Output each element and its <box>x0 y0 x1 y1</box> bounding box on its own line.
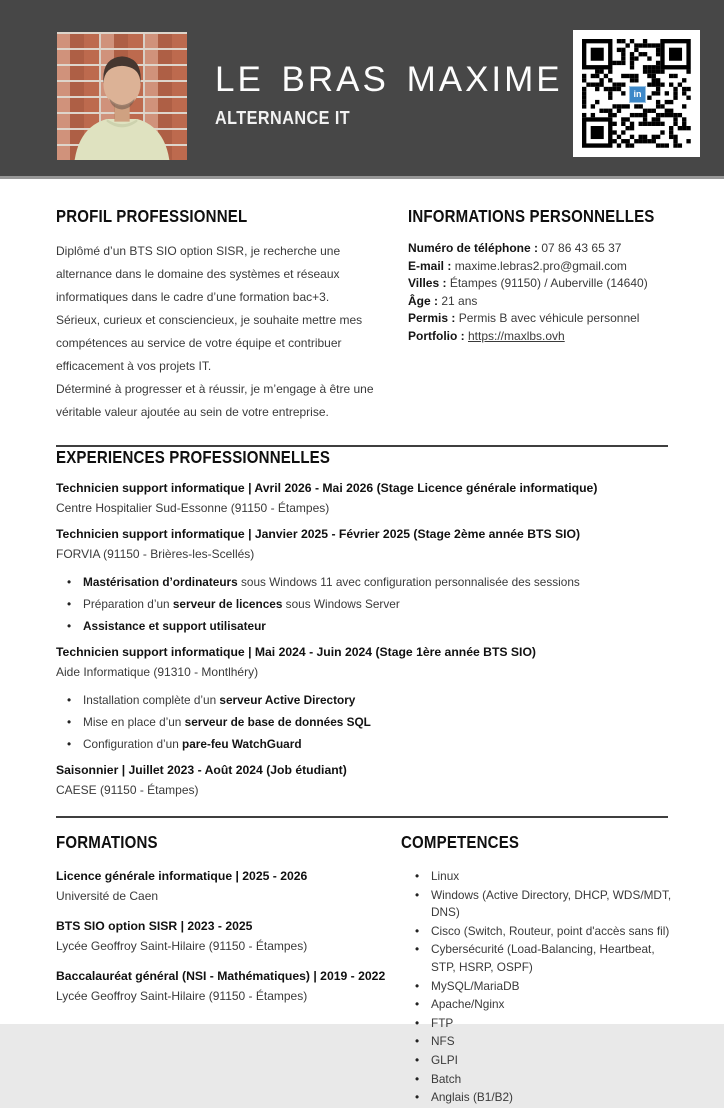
experience-entry <box>56 762 668 799</box>
profile-section-title: PROFIL PROFESSIONNEL <box>56 206 248 226</box>
bullet-item: • NFS <box>431 1033 681 1051</box>
bullet-text: sous Windows Server <box>282 597 400 611</box>
bullet-item <box>83 617 668 635</box>
bullet-item <box>83 573 668 591</box>
candidate-name: LE BRAS MAXIME <box>215 60 563 99</box>
profile-photo <box>57 32 187 160</box>
info-label: E-mail : <box>408 258 455 273</box>
bullet-text: Installation complète d’un <box>83 693 220 707</box>
formations-column <box>56 832 401 1108</box>
experience-role: Technicien support informatique | Mai 2024 - Juin 2024 (Stage 1ère année BTS SIO) <box>56 645 536 659</box>
bullet-item: • Batch <box>431 1071 681 1089</box>
formation-school: Lycée Geoffroy Saint-Hilaire (91150 - Étampes) <box>56 939 308 953</box>
bullet-text: serveur de base de données SQL <box>184 715 371 729</box>
bullet-text: serveur Active Directory <box>219 693 356 707</box>
bullet-item: • Linux <box>431 868 681 886</box>
experience-bullets <box>56 691 668 753</box>
experience-org: Aide Informatique (91310 - Montlhéry) <box>56 665 259 679</box>
experiences-list <box>56 480 668 799</box>
formations-title: FORMATIONS <box>56 832 158 852</box>
formation-entry <box>56 868 401 905</box>
personal-info-title: INFORMATIONS PERSONNELLES <box>408 206 655 226</box>
experience-bullets <box>56 573 668 635</box>
profile-column <box>56 206 408 424</box>
formation-title: Baccalauréat général (NSI - Mathématiques) | 2019 - 2022 <box>56 969 386 983</box>
bullet-item <box>83 691 668 709</box>
qr-code-linkedin <box>573 30 700 157</box>
profile-paragraphs <box>56 240 408 424</box>
bullet-item: • Cisco (Switch, Routeur, point d'accès sans fil) <box>431 923 681 941</box>
info-value: 21 ans <box>441 293 478 308</box>
bullet-item <box>83 595 668 613</box>
experience-entry <box>56 526 668 635</box>
bullet-item: • FTP <box>431 1015 681 1033</box>
profile-paragraph: Sérieux, curieux et consciencieux, je souhaite mettre mes compétences au service de votre équipe et contribuer efficacement à vos projets IT. <box>56 313 363 373</box>
experience-org: Centre Hospitalier Sud-Essonne (91150 - Étampes) <box>56 501 330 515</box>
bullet-text: Configuration d’un <box>83 737 183 751</box>
personal-info-column <box>408 206 695 424</box>
personal-info-list <box>408 240 695 346</box>
info-line <box>408 293 695 311</box>
info-label: Permis : <box>408 311 459 326</box>
profile-paragraph: Déterminé à progresser et à réussir, je m’engage à être une véritable valeur ajoutée au sein de votre entreprise. <box>56 382 374 419</box>
competences-column <box>401 832 681 1108</box>
bullet-item: • Anglais (B1/B2) <box>431 1089 681 1107</box>
bullet-text: Assistance et support utilisateur <box>83 619 266 633</box>
experience-org: FORVIA (91150 - Brières-les-Scellés) <box>56 547 255 561</box>
formation-entry <box>56 918 401 955</box>
info-label: Âge : <box>408 293 442 308</box>
experience-role: Technicien support informatique | Janvier 2025 - Février 2025 (Stage 2ème année BTS SIO) <box>56 527 581 541</box>
bullet-item: • Windows (Active Directory, DHCP, WDS/MDT, DNS) <box>431 887 681 922</box>
info-label: Villes : <box>408 276 450 291</box>
section-divider <box>56 816 668 818</box>
bullet-text: pare-feu WatchGuard <box>182 737 302 751</box>
info-value: 07 86 43 65 37 <box>541 241 622 255</box>
experience-role: Saisonnier | Juillet 2023 - Août 2024 (Job étudiant) <box>56 763 347 777</box>
experiences-title: EXPERIENCES PROFESSIONNELLES <box>56 447 331 467</box>
bullet-item: • MySQL/MariaDB <box>431 978 681 996</box>
person-photo-illustration <box>57 32 187 160</box>
info-line <box>408 310 695 328</box>
formation-school: Université de Caen <box>56 889 159 903</box>
info-value: Permis B avec véhicule personnel <box>458 311 640 326</box>
experience-role: Technicien support informatique | Avril 2026 - Mai 2026 (Stage Licence générale informatique) <box>56 481 598 495</box>
formation-title: Licence générale informatique | 2025 - 2026 <box>56 869 308 883</box>
name-block <box>215 60 563 129</box>
info-line <box>408 240 695 258</box>
info-label: Portfolio : <box>408 328 468 343</box>
linkedin-icon: in <box>629 86 646 103</box>
formations-list <box>56 868 401 1005</box>
info-value: Étampes (91150) / Auberville (14640) <box>449 276 648 291</box>
competences-title: COMPETENCES <box>401 832 520 852</box>
formation-title: BTS SIO option SISR | 2023 - 2025 <box>56 919 253 933</box>
bullet-item: • GLPI <box>431 1052 681 1070</box>
info-line <box>408 328 695 346</box>
header-band <box>0 0 724 179</box>
bullet-text: sous Windows 11 avec configuration personnalisée des sessions <box>237 575 580 589</box>
portfolio-link[interactable]: https://maxlbs.ovh <box>468 328 565 343</box>
bullet-item: • Apache/Nginx <box>431 996 681 1014</box>
competences-list <box>401 868 681 1107</box>
experience-entry <box>56 644 668 753</box>
formation-school: Lycée Geoffroy Saint-Hilaire (91150 - Étampes) <box>56 989 308 1003</box>
info-label: Numéro de téléphone : <box>408 241 542 255</box>
bullet-text: Préparation d’un <box>83 597 173 611</box>
info-line <box>408 275 695 293</box>
bullet-item <box>83 713 668 731</box>
bullet-text: Mastérisation d’ordinateurs <box>83 575 238 589</box>
bullet-text: serveur de licences <box>172 597 283 611</box>
info-line <box>408 258 695 276</box>
profile-paragraph: Diplômé d’un BTS SIO option SISR, je recherche une alternance dans le domaine des systèmes et réseaux informatiques dans le cadre d’une formation bac+3. <box>56 244 341 304</box>
candidate-headline: ALTERNANCE IT <box>215 108 351 128</box>
experiences-section <box>56 447 668 799</box>
experience-entry <box>56 480 668 517</box>
bullet-item: • Cybersécurité (Load-Balancing, Heartbeat, STP, HSRP, OSPF) <box>431 941 681 976</box>
experience-org: CAESE (91150 - Étampes) <box>56 783 199 797</box>
bullet-text: Mise en place d’un <box>83 715 185 729</box>
cv-content <box>0 206 724 1108</box>
bullet-item <box>83 735 668 753</box>
info-value: maxime.lebras2.pro@gmail.com <box>454 258 627 273</box>
formation-entry <box>56 968 401 1005</box>
